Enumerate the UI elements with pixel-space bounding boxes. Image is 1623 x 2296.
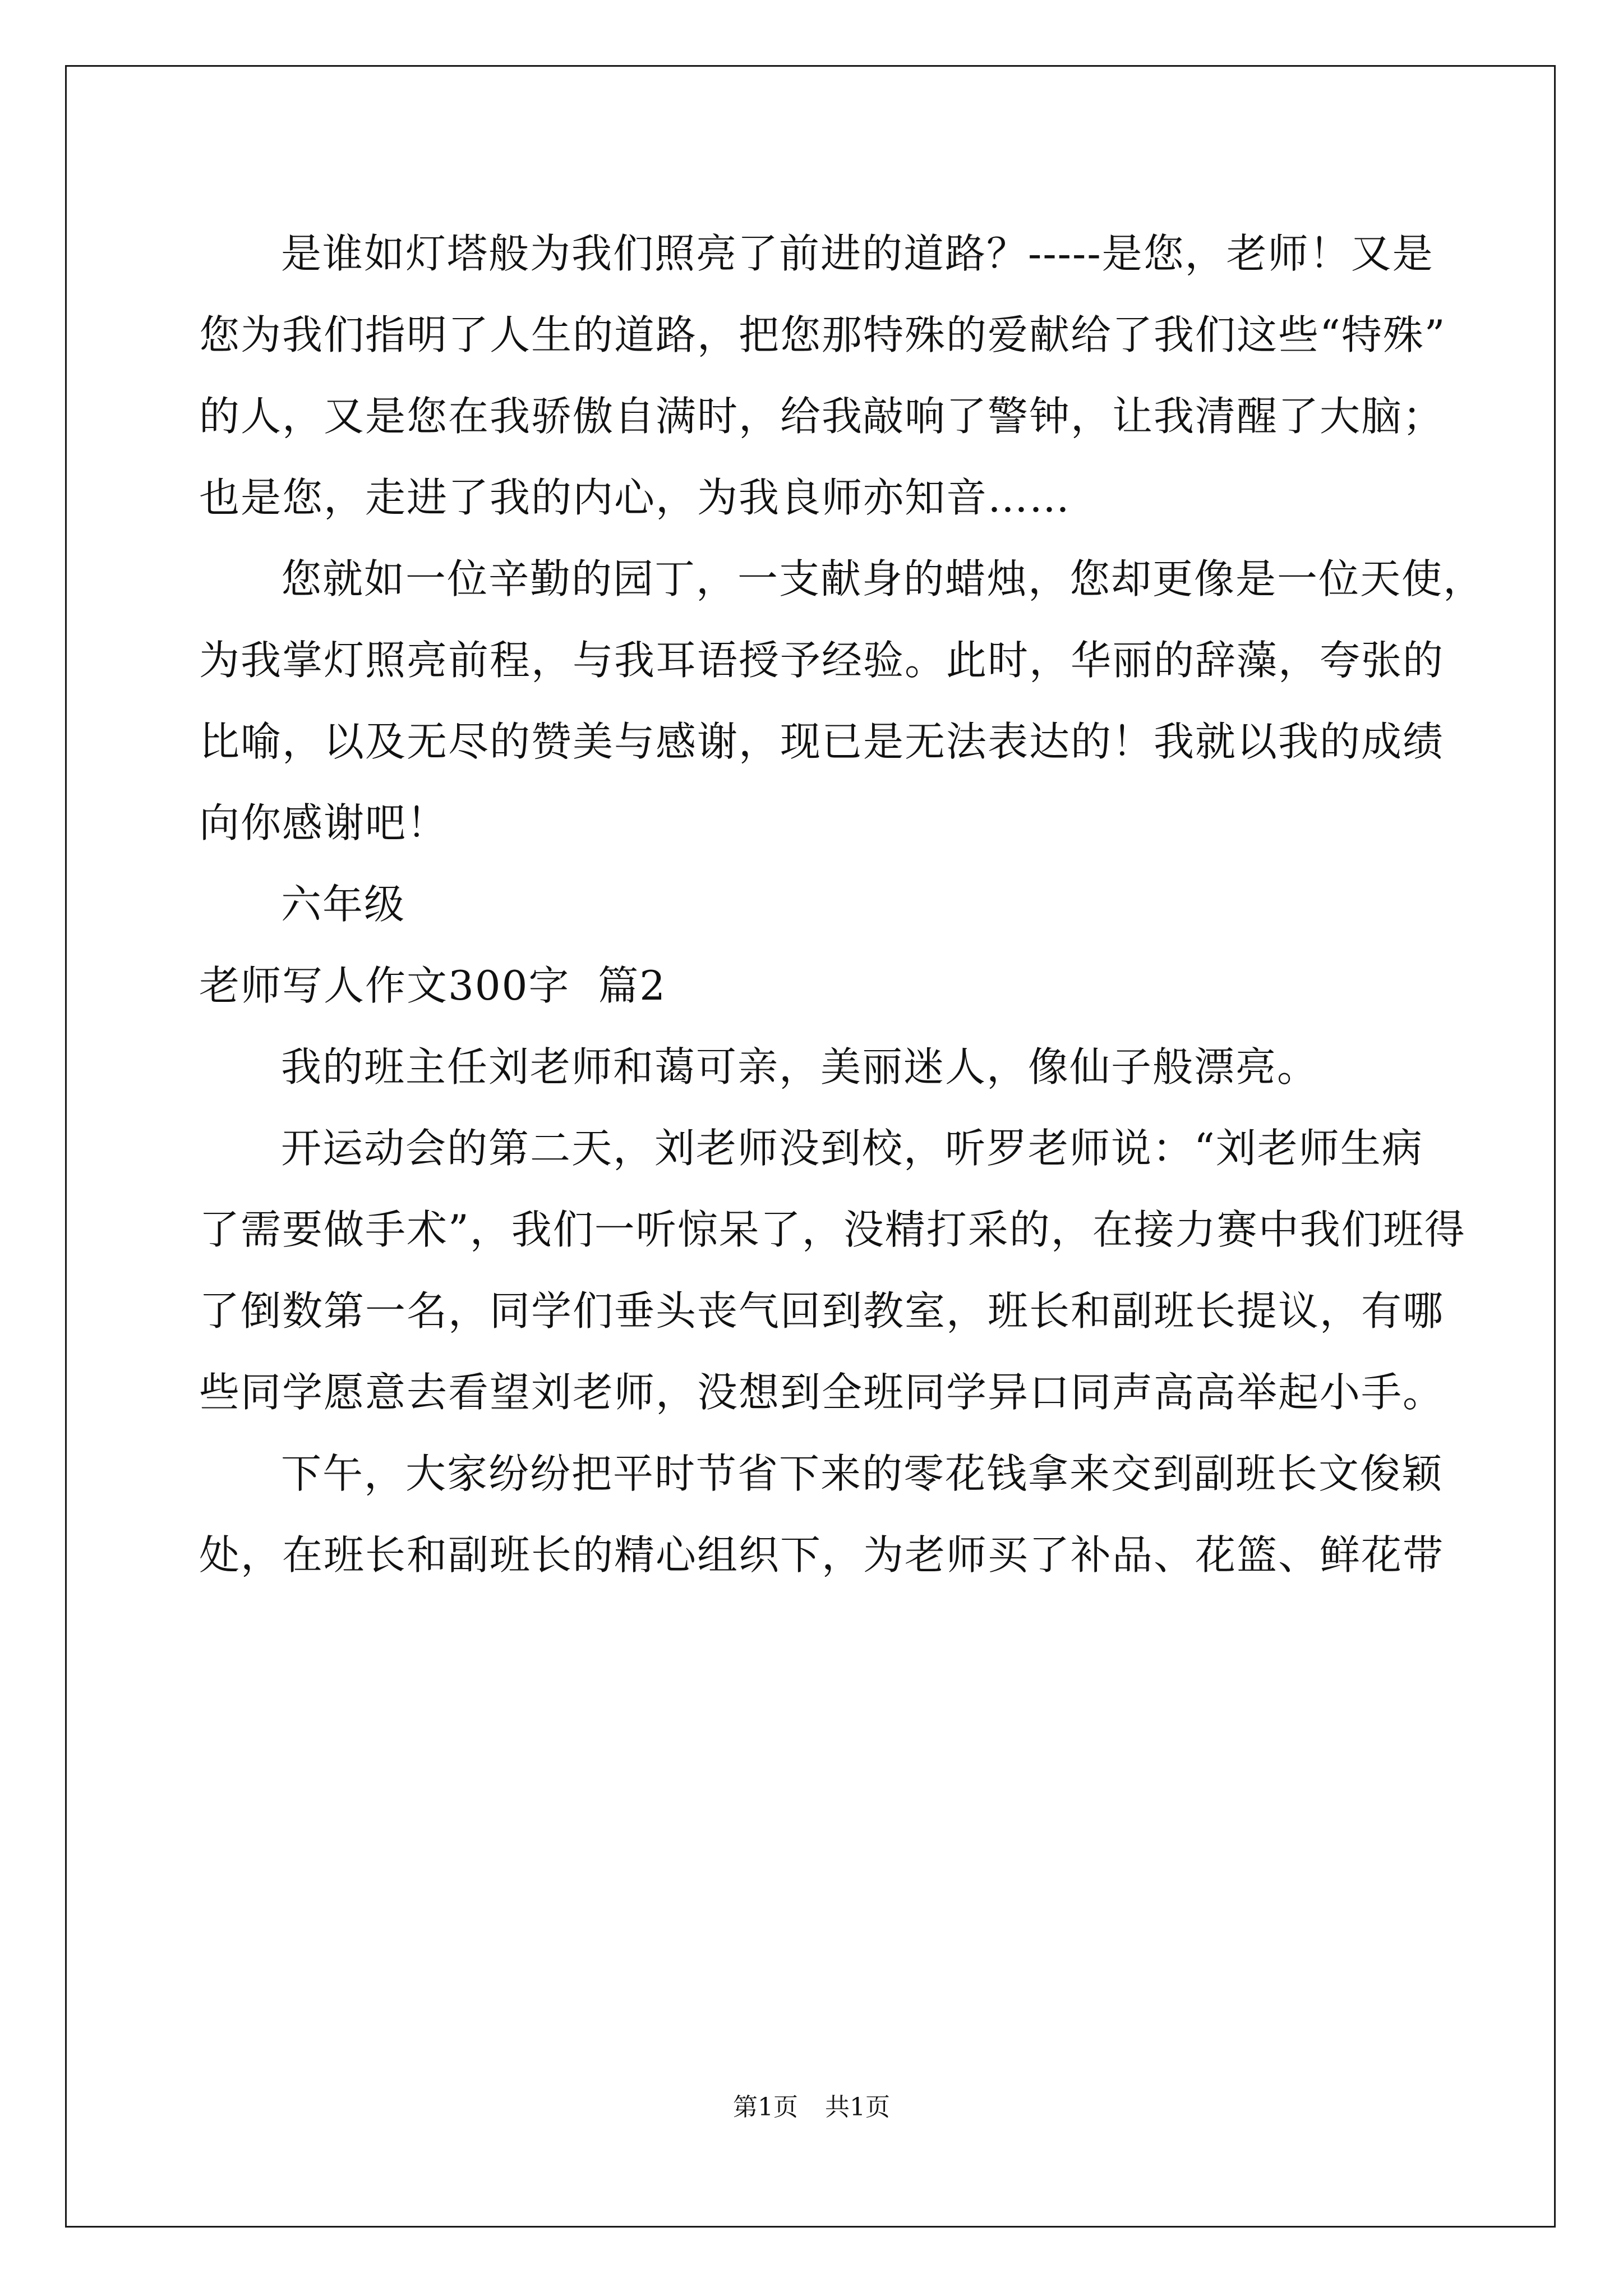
paragraph-2 [199,539,1485,864]
text-line: 为我掌灯照亮前程，与我耳语授予经验。此时，华丽的辞藻，夸张的 [199,637,1445,684]
text-line: 下午，大家纷纷把平时节省下来的零花钱拿来交到副班长文俊颖 [281,1450,1444,1497]
grade-label [199,864,1433,945]
text-line: 些同学愿意去看望刘老师，没想到全班同学异口同声高高举起小手。 [199,1369,1445,1416]
document-body [199,213,1485,1596]
text-line: 开运动会的第二天，刘老师没到校，听罗老师说：“刘老师生病 [281,1125,1423,1172]
text-line: 您为我们指明了人生的道路，把您那特殊的爱献给了我们这些“特殊” [199,311,1446,358]
text-line: 处，在班长和副班长的精心组织下，为老师买了补品、花篮、鲜花带 [199,1531,1445,1579]
page-total: 共1页 [825,2093,890,2122]
text-line: 也是您，走进了我的内心，为我良师亦知音…… [199,474,1071,521]
text-line: 您就如一位辛勤的园丁，一支献身的蜡烛，您却更像是一位天使， [281,555,1485,602]
text-line: 的人，又是您在我骄傲自满时，给我敲响了警钟，让我清醒了大脑； [199,393,1445,440]
text-line: 比喻，以及无尽的赞美与感谢，现已是无法表达的！我就以我的成绩 [199,718,1445,765]
text-line: 向你感谢吧！ [199,799,449,846]
text-line: 六年级 [281,881,406,928]
text-line: 是谁如灯塔般为我们照亮了前进的道路？-----是您，老师！又是 [281,230,1434,277]
paragraph-1 [199,213,1446,539]
paragraph-3 [199,1027,1433,1108]
section-heading [199,945,1433,1027]
paragraph-4 [199,1108,1466,1433]
page-footer [0,2087,1623,2123]
page-number: 第1页 [733,2093,798,2122]
text-line: 老师写人作文300字 篇2 [199,962,667,1009]
paragraph-5 [199,1433,1445,1596]
text-line: 了倒数第一名，同学们垂头丧气回到教室，班长和副班长提议，有哪 [199,1287,1445,1335]
text-line: 了需要做手术”，我们一听惊呆了，没精打采的，在接力赛中我们班得 [199,1206,1466,1253]
text-line: 我的班主任刘老师和蔼可亲，美丽迷人，像仙子般漂亮。 [281,1043,1319,1091]
